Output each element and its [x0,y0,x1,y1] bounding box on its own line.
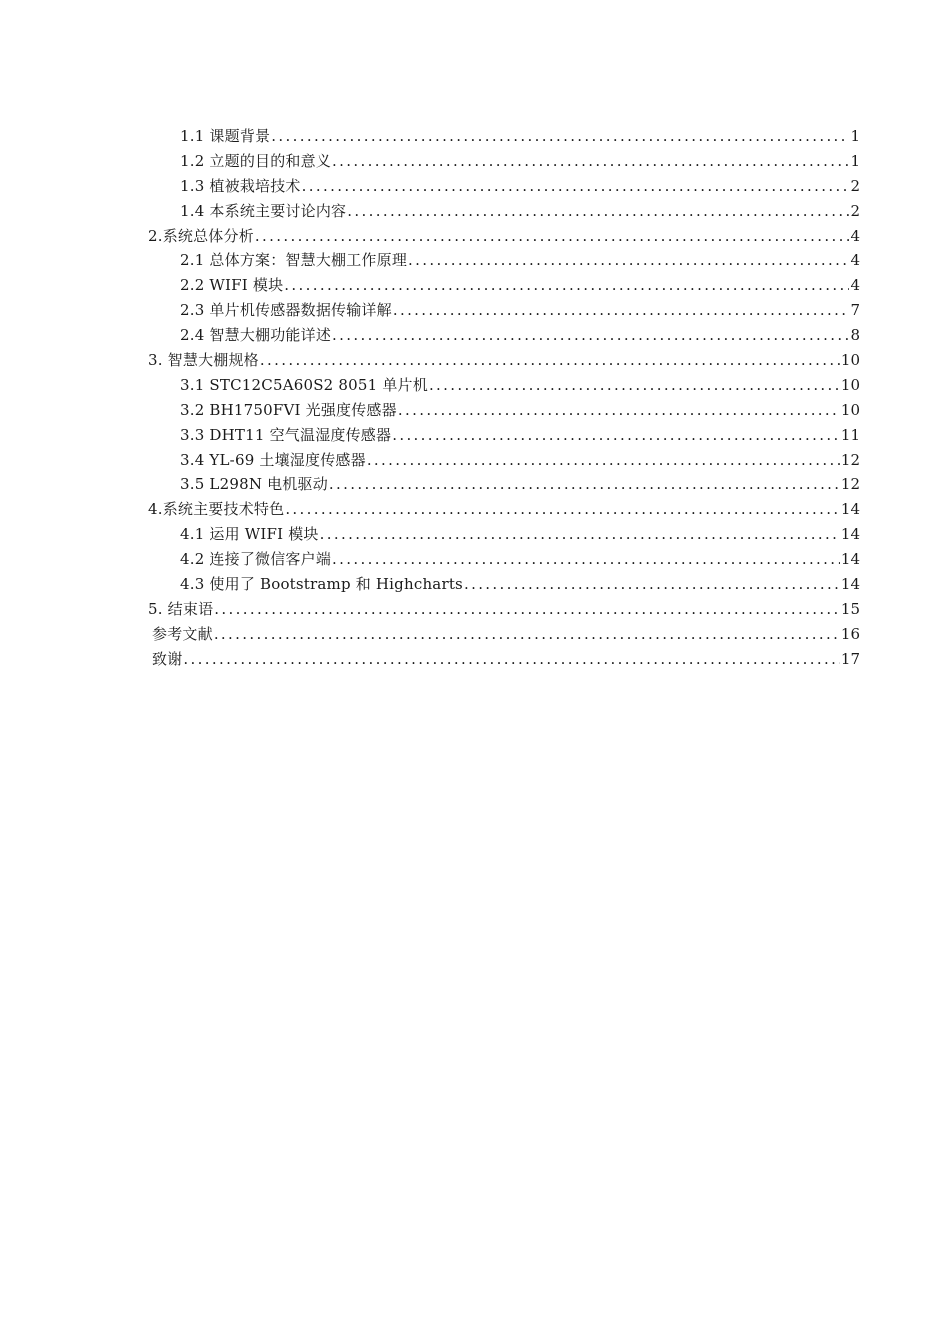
toc-dot-leader [332,149,849,174]
toc-entry[interactable] [148,323,860,348]
toc-entry-title: 3.4 YL-69 土壤湿度传感器 [180,450,366,469]
toc-page-number: 4 [850,276,860,295]
toc-page-number: 4 [850,226,860,245]
toc-dot-leader [271,124,849,149]
toc-entry[interactable] [148,448,860,473]
toc-dot-leader [332,323,849,348]
toc-entry-title: 3.3 DHT11 空气温湿度传感器 [180,425,392,444]
toc-dot-leader [214,622,840,647]
toc-page-number: 14 [840,500,860,519]
toc-entry[interactable] [148,423,860,448]
toc-entry-title: 4.1 运用 WIFI 模块 [180,525,319,544]
toc-entry[interactable] [148,547,860,572]
toc-page-number: 2 [850,201,860,220]
toc-entry[interactable] [148,248,860,273]
toc-dot-leader [284,273,849,298]
toc-entry-title: 1.2 立题的目的和意义 [180,151,332,170]
toc-page-number: 15 [840,599,860,618]
toc-entry-title: 2.4 智慧大棚功能详述 [180,326,332,345]
toc-entry[interactable] [148,497,860,522]
toc-page-number: 10 [840,375,860,394]
toc-page-number: 7 [850,301,860,320]
toc-dot-leader [392,423,840,448]
toc-dot-leader [329,472,840,497]
toc-dot-leader [393,298,850,323]
toc-entry[interactable] [148,199,860,224]
toc-dot-leader [367,448,840,473]
toc-entry[interactable] [148,572,860,597]
toc-dot-leader [255,224,850,249]
toc-entry-title: 参考文献 [152,624,213,643]
toc-dot-leader [464,572,840,597]
toc-dot-leader [332,547,840,572]
toc-entry[interactable] [148,149,860,174]
toc-page-number: 14 [840,550,860,569]
toc-entry[interactable] [148,273,860,298]
toc-dot-leader [302,174,850,199]
toc-dot-leader [285,497,840,522]
toc-page-number: 12 [840,475,860,494]
toc-dot-leader [260,348,840,373]
toc-dot-leader [320,522,840,547]
toc-page-number: 4 [850,251,860,270]
toc-page-number: 14 [840,575,860,594]
table-of-contents [148,124,860,672]
toc-entry-title: 2.系统总体分析 [148,226,254,245]
toc-entry-title: 4.3 使用了 Bootstramp 和 Highcharts [180,575,463,594]
toc-entry[interactable] [148,348,860,373]
toc-dot-leader [347,199,849,224]
toc-entry[interactable] [148,124,860,149]
toc-dot-leader [398,398,840,423]
toc-entry[interactable] [148,472,860,497]
toc-page-number: 10 [840,351,860,370]
toc-entry[interactable] [148,597,860,622]
toc-entry-title: 4.2 连接了微信客户端 [180,550,332,569]
toc-dot-leader [183,647,840,672]
toc-page-number: 10 [840,400,860,419]
toc-entry-title: 3. 智慧大棚规格 [148,351,259,370]
toc-entry[interactable] [148,224,860,249]
toc-entry-title: 1.3 植被栽培技术 [180,176,301,195]
toc-entry[interactable] [148,647,860,672]
toc-dot-leader [429,373,840,398]
toc-entry-title: 3.2 BH1750FVI 光强度传感器 [180,400,397,419]
toc-entry-title: 1.4 本系统主要讨论内容 [180,201,347,220]
toc-entry-title: 4.系统主要技术特色 [148,500,285,519]
toc-entry[interactable] [148,373,860,398]
toc-entry[interactable] [148,398,860,423]
toc-entry-title: 2.1 总体方案：智慧大棚工作原理 [180,251,408,270]
toc-entry-title: 2.3 单片机传感器数据传输详解 [180,301,392,320]
toc-entry-title: 3.5 L298N 电机驱动 [180,475,328,494]
toc-page-number: 8 [850,326,860,345]
toc-entry-title: 2.2 WIFI 模块 [180,276,284,295]
toc-page-number: 17 [840,649,860,668]
toc-page-number: 1 [850,151,860,170]
toc-dot-leader [408,248,849,273]
toc-page-number: 2 [850,176,860,195]
toc-page-number: 16 [840,624,860,643]
toc-page-number: 1 [850,127,860,145]
toc-entry[interactable] [148,174,860,199]
toc-entry[interactable] [148,298,860,323]
toc-entry-title: 1.1 课题背景 [180,127,271,145]
toc-dot-leader [214,597,840,622]
toc-entry-title: 致谢 [152,649,183,668]
toc-entry[interactable] [148,622,860,647]
toc-entry[interactable] [148,522,860,547]
toc-page-number: 12 [840,450,860,469]
toc-entry-title: 3.1 STC12C5A60S2 8051 单片机 [180,375,428,394]
toc-page-number: 11 [840,425,860,444]
toc-page-number: 14 [840,525,860,544]
toc-entry-title: 5. 结束语 [148,599,214,618]
